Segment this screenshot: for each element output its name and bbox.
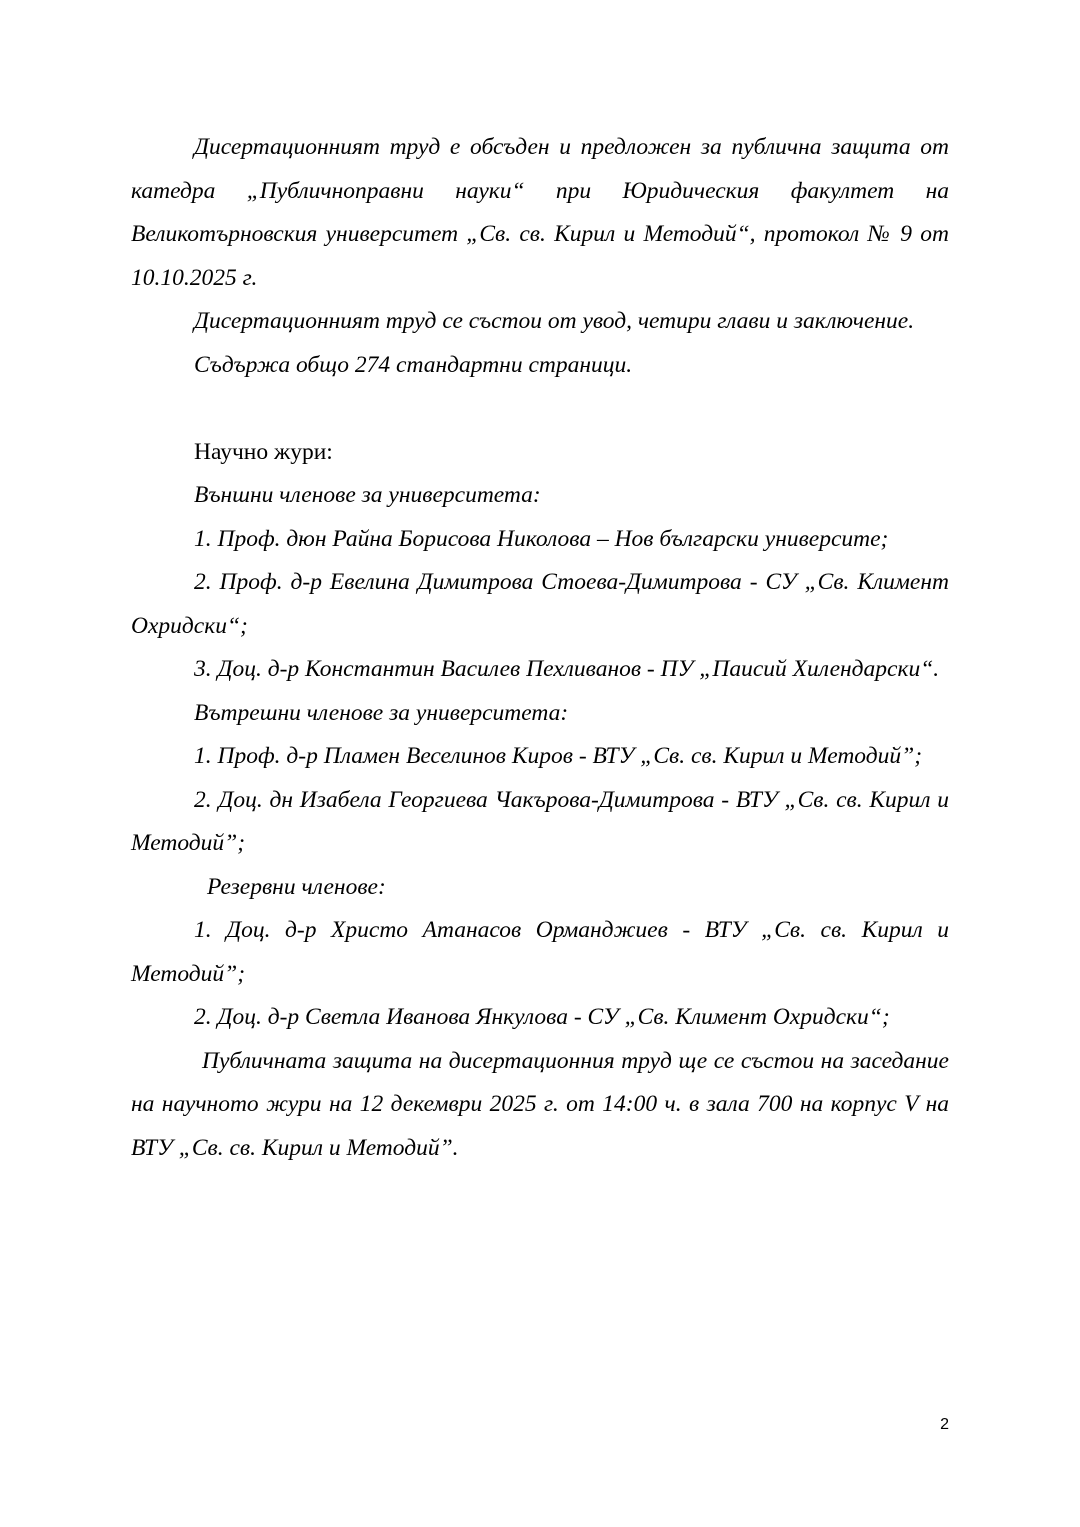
approval-paragraph: Дисертационният труд е обсъден и предложен за публична защита от катедра „Публичноправни науки“ при Юридическия факултет на Великотърновския университет „Св. св. Кирил и Методий“, протокол № 9 от 10.10.2025 г. xyxy=(131,134,949,291)
external-member-2: 2. Проф. д-р Евелина Димитрова Стоева-Димитрова - СУ „Св. Климент Охридски“; xyxy=(131,569,949,639)
structure-paragraph: Дисертационният труд се състои от увод, четири глави и заключение. xyxy=(194,308,915,334)
document-body xyxy=(131,126,949,1170)
external-member-1: 1. Проф. дюн Райна Борисова Николова – Нов български университе; xyxy=(194,525,889,552)
reserve-member-1: 1. Доц. д-р Христо Атанасов Орманджиев - ВТУ „Св. св. Кирил и Методий”; xyxy=(131,917,949,987)
internal-members-heading: Вътрешни членове за университета: xyxy=(194,699,569,726)
page-number: 2 xyxy=(940,1416,949,1433)
external-members-heading: Външни членове за университета: xyxy=(194,482,541,508)
reserve-members-heading: Резервни членове: xyxy=(207,873,386,900)
external-member-3: 3. Доц. д-р Константин Василев Пехливанов - ПУ „Паисий Хилендарски“. xyxy=(194,656,940,682)
defense-notice: Публичната защита на дисертационния труд ще се състои на заседание на научното жури на 12 декември 2025 г. от 14:00 ч. в зала 700 на корпус V на ВТУ „Св. св. Кирил и Методий”. xyxy=(131,1047,949,1161)
paragraph-spacer xyxy=(131,387,949,431)
reserve-member-2: 2. Доц. д-р Светла Иванова Янкулова - СУ „Св. Климент Охридски“; xyxy=(194,1004,890,1030)
internal-member-2: 2. Доц. дн Изабела Георгиева Чакърова-Димитрова - ВТУ „Св. св. Кирил и Методий”; xyxy=(131,786,949,856)
jury-heading: Научно жури: xyxy=(194,438,333,465)
internal-member-1: 1. Проф. д-р Пламен Веселинов Киров - ВТУ „Св. св. Кирил и Методий”; xyxy=(194,743,923,769)
page-count-paragraph: Съдържа общо 274 стандартни страници. xyxy=(194,351,633,378)
